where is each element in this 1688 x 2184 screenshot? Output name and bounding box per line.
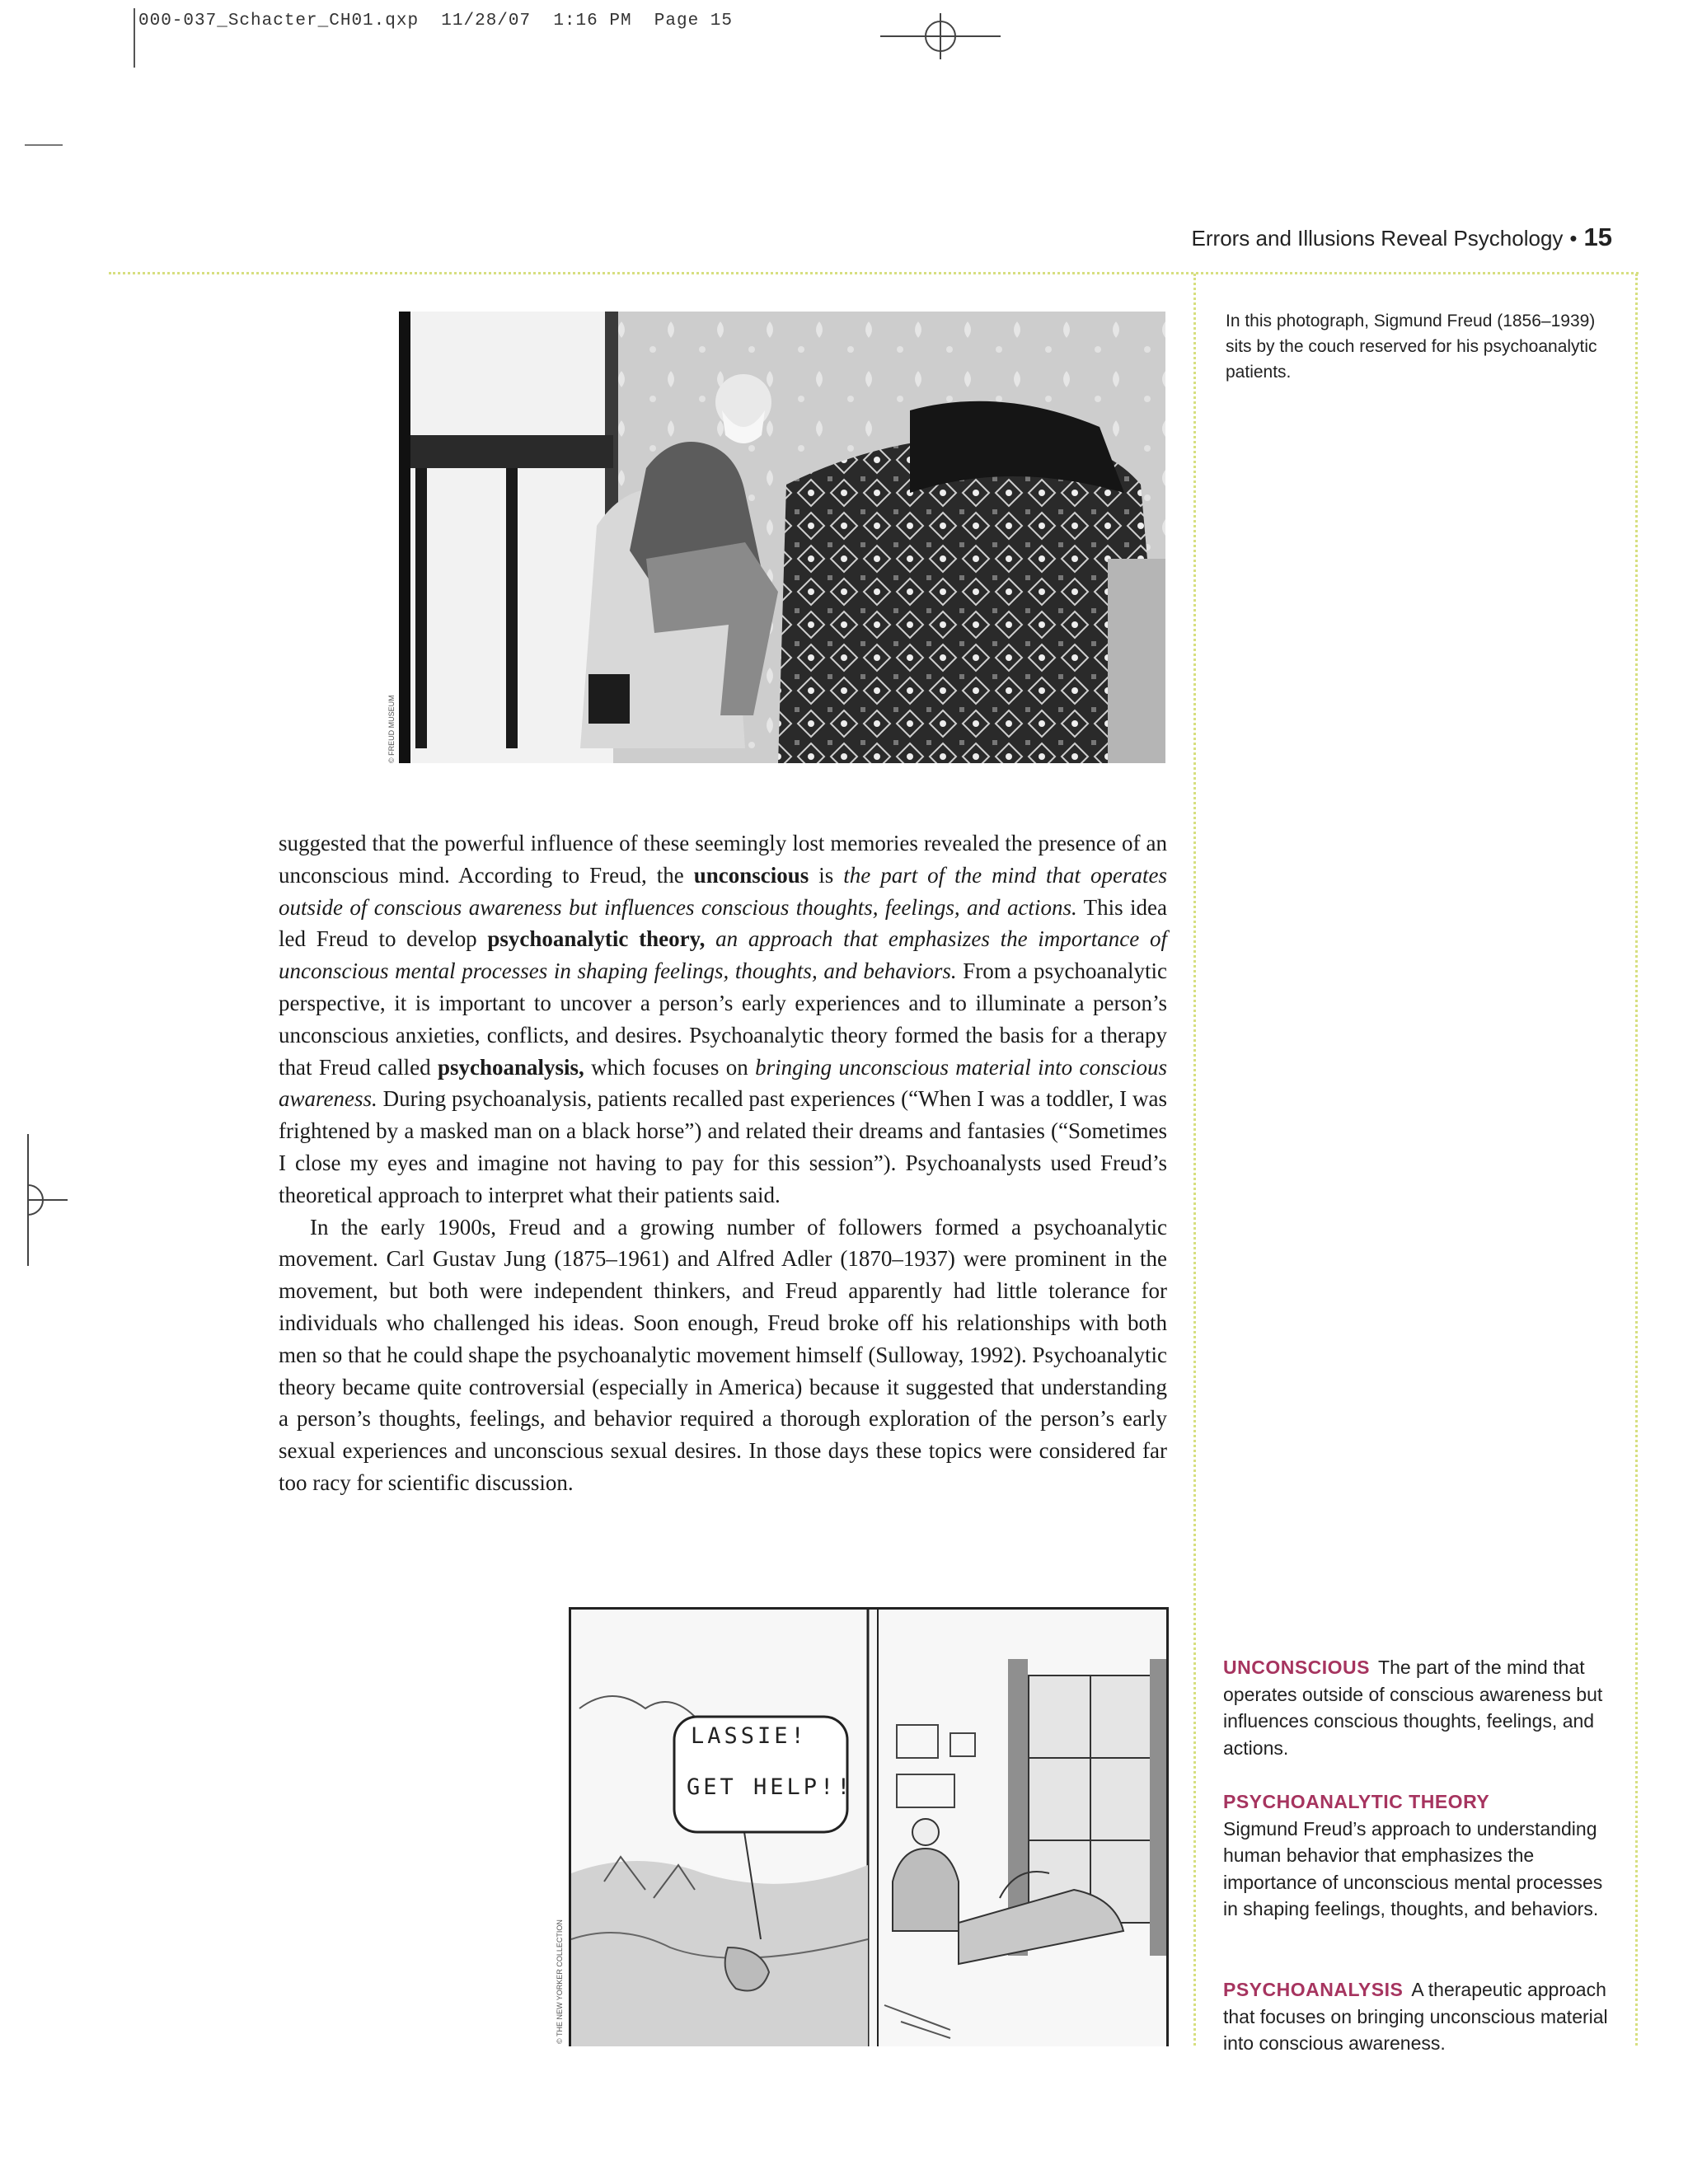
running-header [1192,223,1612,252]
text-run: This idea led Freud to develop [279,894,1167,952]
glossary-entry-unconscious [1223,1654,1611,1761]
key-term-psychoanalytic-theory: psychoanalytic theory, [487,926,706,952]
freud-photograph [399,312,1165,763]
text-run [705,926,715,951]
glossary-term: PSYCHOANALYTIC THEORY [1223,1791,1490,1812]
print-slug [138,12,733,30]
glossary-definition: The part of the mind that operates outside of conscious awareness but influences conscious thoughts, feelings, and actions. [1223,1657,1603,1759]
registration-mark-top-icon [880,12,1001,61]
text-run: suggested that the powerful influence of these seemingly lost memories revealed the presence of an unconscious mind. According to Freud, the [279,831,1167,888]
glossary-term: PSYCHOANALYSIS [1223,1979,1404,2000]
freud-photo-illustration [399,312,1165,763]
crop-mark-left [25,144,63,146]
body-paragraph-1 [279,827,1167,1212]
slug-time: 1:16 PM [553,12,632,30]
slug-bar [134,8,135,68]
photo-credit: © FREUD MUSEUM [387,695,396,763]
cartoon-drawing [571,1610,1166,2046]
glossary-entry-psychoanalytic-theory [1223,1788,1611,1923]
photo-caption: In this photograph, Sigmund Freud (1856–1939) sits by the couch reserved for his psychoanalytic patients. [1226,312,1597,382]
registration-mark-left-icon [21,1134,68,1266]
text-run: From a psychoanalytic perspective, it is important to uncover a person’s early experiences and to illuminate a person’s unconscious anxieties, conflicts, and desires. Psychoanalytic theory formed the basis for a therapy that Freud called [279,958,1167,1080]
cartoon-credit: © THE NEW YORKER COLLECTION [556,1919,564,2044]
slug-date: 11/28/07 [441,12,532,30]
running-title: Errors and Illusions Reveal Psychology [1191,226,1564,251]
glossary-definition: A therapeutic approach that focuses on bringing unconscious material into conscious awareness. [1223,1979,1608,2054]
margin-guide-rule-right [1635,274,1638,2046]
definition-psychoanalysis: bringing unconscious material into conscious awareness. [279,1054,1167,1112]
text-run: During psychoanalysis, patients recalled past experiences (“When I was a toddler, I was frightened by a masked man on a black horse”) and related their dreams and fantasies (“Sometimes I close my eyes and imagine not having to pay for this session”). Psychoanalysts used Freud’s theoretical approach to interpret what their patients said. [279,1086,1167,1207]
definition-psychoanalytic-theory: an approach that emphasizes the importance of unconscious mental processes in shaping feelings, thoughts, and behaviors. [279,926,1167,984]
header-separator: • [1569,226,1578,251]
glossary-term: UNCONSCIOUS [1223,1657,1371,1678]
text-run: which focuses on [584,1054,756,1080]
speech-bubble-line-1: LASSIE! [691,1723,808,1749]
lassie-cartoon [569,1607,1169,2046]
key-term-psychoanalysis: psychoanalysis, [437,1054,584,1080]
body-text [279,827,1167,1499]
slug-filename: 000-037_Schacter_CH01.qxp [138,12,420,30]
definition-unconscious: the part of the mind that operates outside of conscious awareness but influences conscious thoughts, feelings, and actions. [279,862,1168,920]
glossary-definition: Sigmund Freud’s approach to understanding human behavior that emphasizes the importance of unconscious mental processes in shaping feelings, thoughts, and behaviors. [1223,1817,1603,1919]
page-number: 15 [1583,223,1612,251]
key-term-unconscious: unconscious [693,862,809,888]
body-paragraph-2: In the early 1900s, Freud and a growing number of followers formed a psychoanalytic movement. Carl Gustav Jung (1875–1961) and Alfred Adler (1870–1937) were prominent in the movement, but both were independent thinkers, and Freud apparently had little tolerance for individuals who challenged his ideas. Soon enough, Freud broke off his relationships with both men so that he could shape the psychoanalytic movement himself (Sulloway, 1992). Psychoanalytic theory became quite controversial (especially in America) because it suggested that understanding a person’s thoughts, feelings, and behavior required a thorough exploration of the person’s early sexual experiences and unconscious sexual desires. In those days these topics were considered far too racy for scientific discussion. [279,1214,1168,1495]
glossary-entry-psychoanalysis [1223,1976,1611,2055]
margin-guide-rule-left [1193,274,1196,2046]
text-run: is [809,862,844,888]
speech-bubble-line-2: GET HELP!! [687,1774,854,1800]
slug-page: Page 15 [654,12,733,30]
header-guide-rule [109,272,1639,274]
